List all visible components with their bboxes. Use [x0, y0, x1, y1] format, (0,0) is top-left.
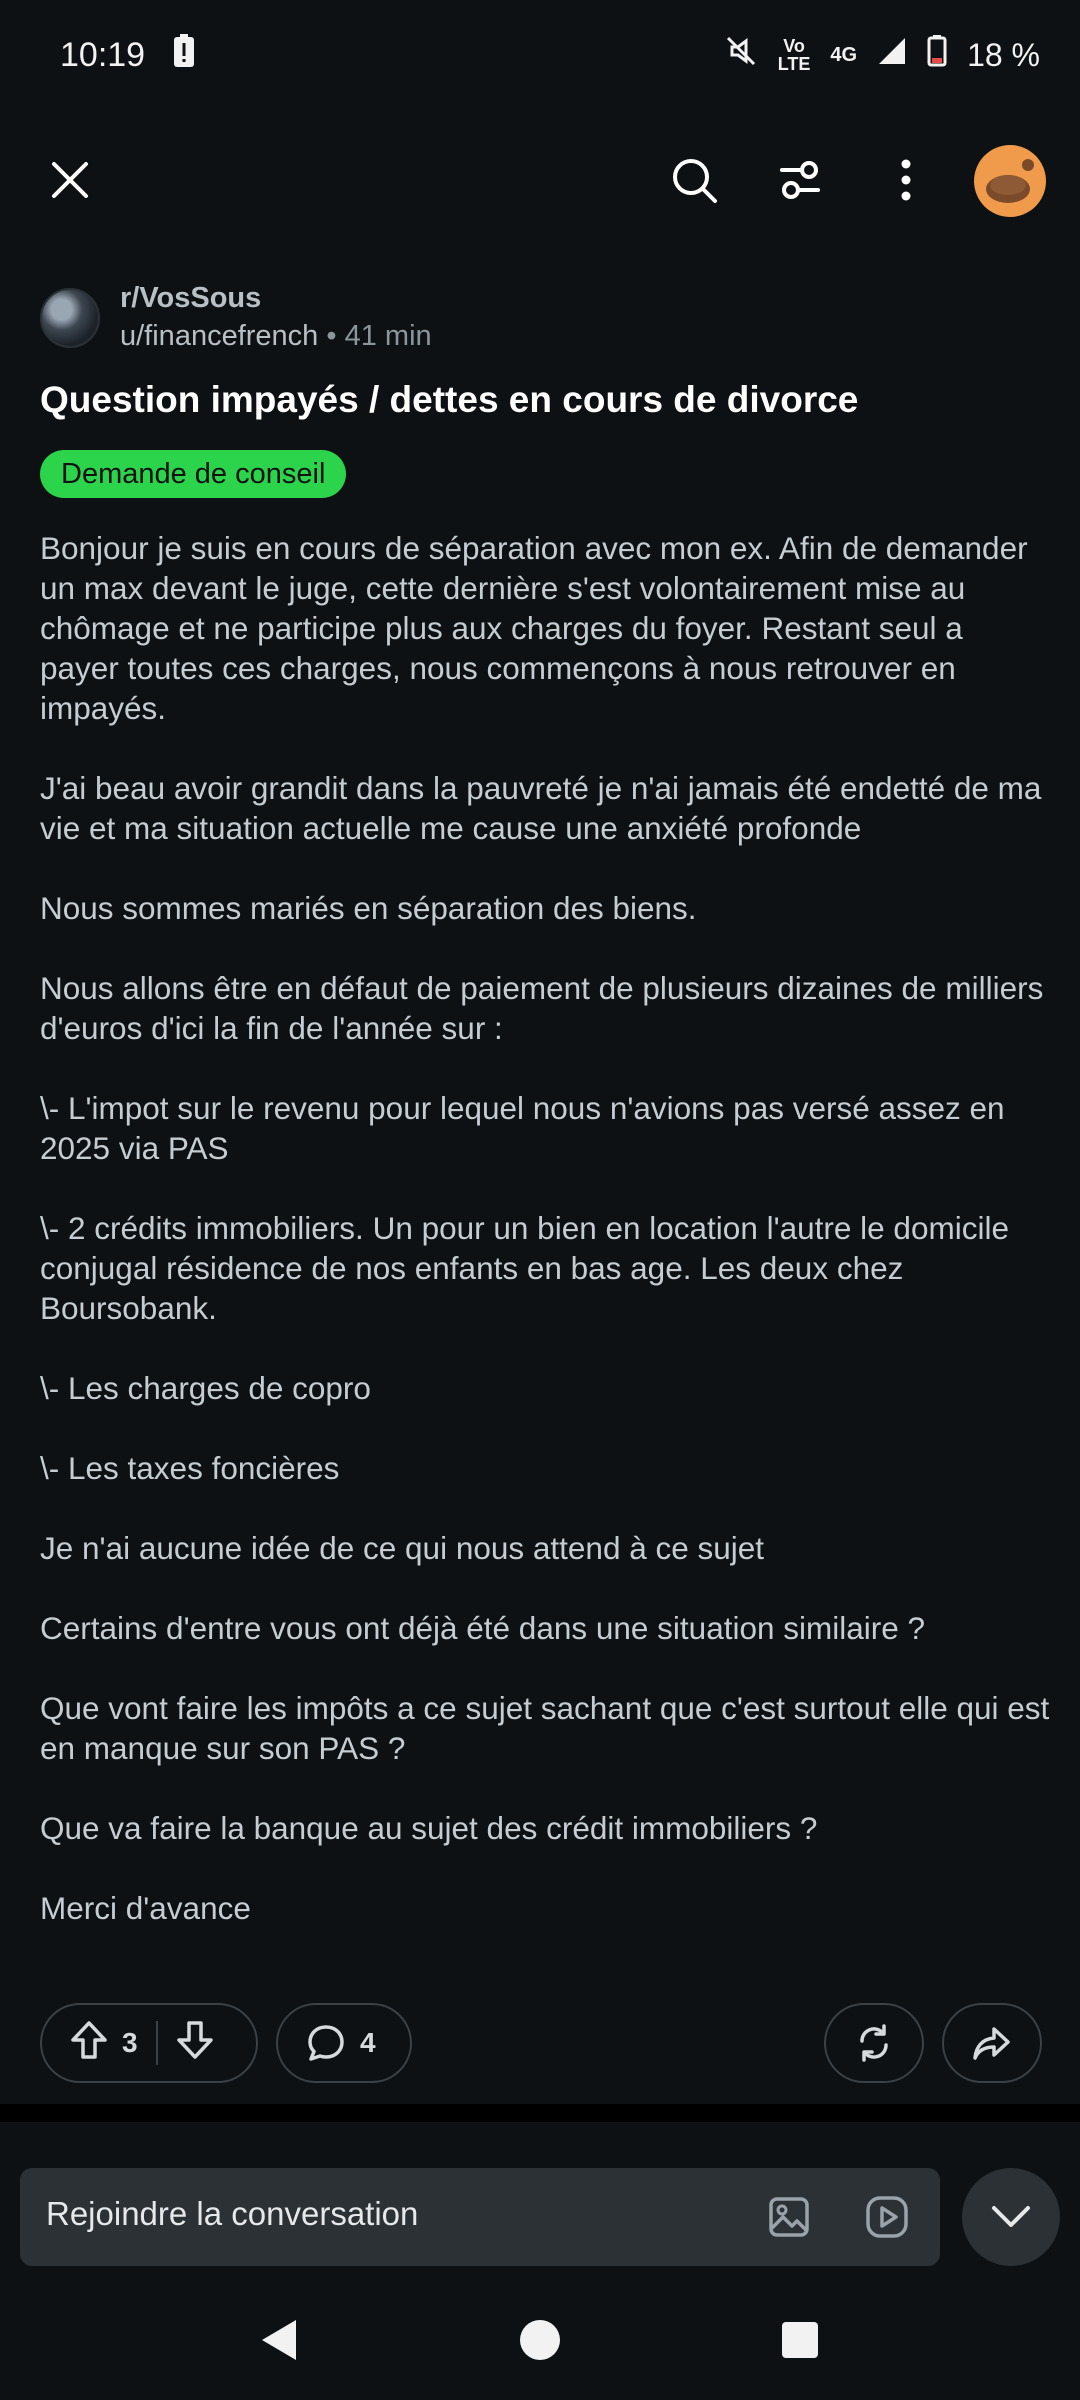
- nav-back-button[interactable]: [240, 2300, 320, 2380]
- post-paragraph: Merci d'avance: [40, 1890, 251, 1926]
- sort-filter-button[interactable]: [750, 130, 850, 230]
- section-divider: [0, 2104, 1080, 2122]
- post-paragraph: Que vont faire les impôts a ce sujet sachant que c'est surtout elle qui est en manque sur son PAS ?: [40, 1690, 1050, 1766]
- mute-icon: [724, 34, 758, 76]
- vote-control: [40, 2003, 258, 2083]
- status-time: 10:19: [60, 35, 146, 74]
- arrow-up-icon: [70, 2020, 108, 2060]
- author-name[interactable]: u/financefrench: [120, 320, 319, 352]
- search-icon: [670, 156, 718, 204]
- post-body: [40, 528, 1050, 1968]
- post-age: 41 min: [344, 320, 432, 352]
- reply-composer[interactable]: [20, 2168, 940, 2266]
- battery-icon: [927, 35, 947, 75]
- sort-filter-icon: [778, 158, 822, 202]
- downvote-button[interactable]: [176, 2020, 214, 2067]
- network-label: Vo LTE: [777, 36, 811, 74]
- upvote-button[interactable]: [70, 2020, 108, 2067]
- comment-count: 4: [360, 2027, 376, 2058]
- post-paragraph: Certains d'entre vous ont déjà été dans une situation similaire ?: [40, 1610, 926, 1646]
- share-icon: [972, 2023, 1012, 2063]
- post-paragraph: J'ai beau avoir grandit dans la pauvreté je n'ai jamais été endetté de ma vie et ma situation actuelle me cause une anxiété profonde: [40, 770, 1042, 846]
- arrow-down-icon: [176, 2020, 214, 2060]
- close-icon: [50, 160, 90, 200]
- collapse-button[interactable]: [962, 2168, 1060, 2266]
- post-paragraph: Je n'ai aucune idée de ce qui nous attend à ce sujet: [40, 1530, 765, 1566]
- post-paragraph: \- L'impot sur le revenu pour lequel nous n'avions pas versé assez en 2025 via PAS: [40, 1090, 1005, 1166]
- post-title: Question impayés / dettes en cours de divorce: [40, 379, 859, 420]
- post-paragraph: \- Les charges de copro: [40, 1370, 371, 1406]
- system-nav-bar: [0, 2280, 1080, 2400]
- post-meta: [120, 320, 432, 353]
- user-avatar[interactable]: [974, 145, 1046, 217]
- comment-bubble-icon: [306, 2023, 346, 2063]
- add-video-button[interactable]: [858, 2188, 916, 2246]
- meta-separator: •: [326, 320, 337, 352]
- post-paragraph: Bonjour je suis en cours de séparation avec mon ex. Afin de demander un max devant le juge, cette dernière s'est volontairement mise au chômage et ne participe plus aux charges du foyer. Restant seul a payer toutes ces charges, nous commençons à nous retrouver en impayés.: [40, 530, 1028, 726]
- post-paragraph: Que va faire la banque au sujet des crédit immobiliers ?: [40, 1810, 818, 1846]
- post-actions: [40, 2003, 1040, 2083]
- network-type: 4G: [830, 44, 858, 66]
- home-circle-icon: [518, 2318, 562, 2362]
- battery-alert-icon: [173, 34, 195, 77]
- nav-home-button[interactable]: [500, 2300, 580, 2380]
- more-vertical-icon: [900, 158, 912, 202]
- comments-button[interactable]: [276, 2003, 412, 2083]
- composer-placeholder: Rejoindre la conversation: [46, 2195, 419, 2232]
- crosspost-button[interactable]: [824, 2003, 924, 2083]
- nav-recents-button[interactable]: [760, 2300, 840, 2380]
- search-button[interactable]: [644, 130, 744, 230]
- post-paragraph: \- 2 crédits immobiliers. Un pour un bien en location l'autre le domicile conjugal résidence de nos enfants en bas age. Les deux chez Boursobank.: [40, 1210, 1009, 1326]
- post-flair[interactable]: Demande de conseil: [40, 450, 346, 498]
- subreddit-avatar[interactable]: [40, 288, 100, 348]
- share-button[interactable]: [942, 2003, 1042, 2083]
- recents-square-icon: [780, 2320, 820, 2360]
- video-icon: [865, 2195, 909, 2239]
- subreddit-name[interactable]: r/VosSous: [120, 282, 262, 314]
- status-bar: [0, 0, 1080, 110]
- vote-separator: [156, 2021, 158, 2065]
- upvote-count: 3: [122, 2027, 138, 2058]
- image-icon: [768, 2196, 810, 2238]
- post-paragraph: \- Les taxes foncières: [40, 1450, 340, 1486]
- add-image-button[interactable]: [760, 2188, 818, 2246]
- chevron-down-icon: [991, 2205, 1031, 2229]
- signal-icon: [877, 36, 907, 74]
- top-app-bar: [0, 130, 1080, 230]
- post-paragraph: Nous sommes mariés en séparation des biens.: [40, 890, 697, 926]
- close-button[interactable]: [20, 130, 120, 230]
- post-paragraph: Nous allons être en défaut de paiement de plusieurs dizaines de milliers d'euros d'ici la fin de l'année sur :: [40, 970, 1044, 1046]
- more-options-button[interactable]: [856, 130, 956, 230]
- crosspost-icon: [854, 2023, 894, 2063]
- post-header: [40, 280, 1040, 360]
- battery-percent: 18 %: [967, 36, 1040, 73]
- back-triangle-icon: [260, 2318, 300, 2362]
